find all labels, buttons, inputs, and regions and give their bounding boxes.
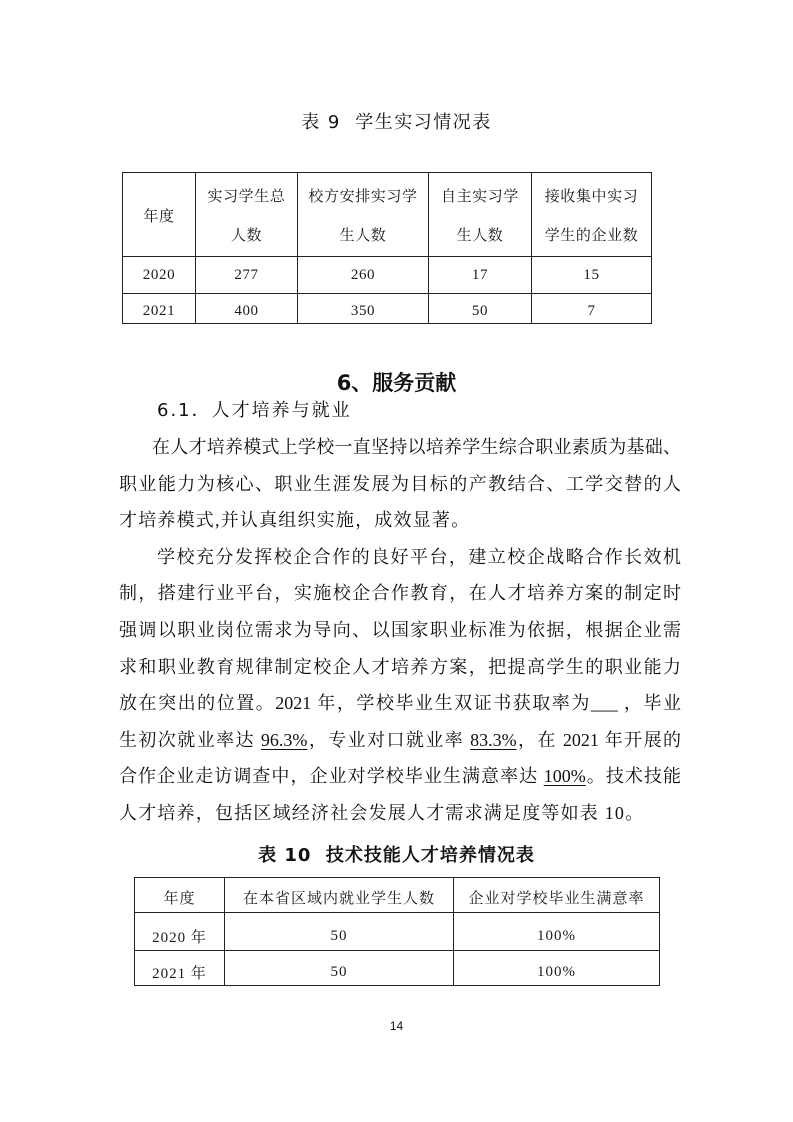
header-line: 实习学生总: [207, 189, 286, 205]
table-cell-year: 2020 年: [135, 913, 225, 951]
body-text: [119, 429, 681, 832]
text-run: 在人才培养模式上学校一直坚持以培养学生综合职业素质为基础、: [152, 437, 681, 457]
text-line: [119, 649, 681, 686]
header-line: 人数: [230, 228, 263, 244]
section-heading: 6、服务贡献: [336, 371, 457, 395]
table-cell: 50: [225, 913, 454, 951]
text-run: 职业能力为核心、职业生涯发展为目标的产教结合、工学交替的人: [119, 473, 681, 494]
column-header-local-employment: 在本省区域内就业学生人数: [225, 878, 454, 913]
header-line: 自主实习学: [440, 189, 519, 205]
text-run: 人才培养，包括区域经济社会发展人才需求满足度等如表 10。: [119, 802, 645, 823]
table-cell-year: 2020: [123, 257, 196, 294]
text-line: [119, 685, 681, 722]
text-line: [119, 612, 681, 649]
text-line: [119, 722, 681, 759]
subsection-heading: 6.1．人才培养与就业: [157, 400, 352, 421]
text-line: [119, 575, 681, 612]
table-cell: 50: [225, 951, 454, 986]
text-run: ，在 2021 年开展的: [516, 729, 682, 750]
table-header-row: [135, 878, 660, 913]
text-run: 放在突出的位置。2021 年，学校毕业生双证书获取率为: [119, 693, 591, 714]
header-line: 年度: [143, 208, 175, 225]
column-header-self-arranged: [429, 173, 532, 257]
header-line: 接收集中实习: [544, 189, 639, 205]
column-header-host-companies: [532, 173, 652, 257]
column-header-year: 年度: [135, 878, 225, 913]
text-line: [119, 795, 681, 832]
header-line: 学生的企业数: [544, 228, 639, 244]
employment-rate-value: 96.3%: [260, 729, 308, 750]
internship-table: [122, 172, 652, 324]
text-run: ，毕业: [617, 693, 682, 714]
table-header-row: [123, 173, 652, 257]
table-cell: 277: [196, 257, 298, 294]
table-row: [123, 257, 652, 294]
header-line: 校方安排实习学: [308, 189, 418, 205]
skills-training-table: [134, 877, 660, 986]
matched-employment-rate-value: 83.3%: [470, 729, 517, 750]
column-header-year: [123, 173, 196, 257]
header-line: 生人数: [339, 228, 387, 244]
column-header-school-arranged: [298, 173, 429, 257]
page-number: 14: [389, 1019, 404, 1033]
paragraph-school-enterprise-cooperation: [119, 539, 681, 832]
table-cell: 400: [196, 294, 298, 324]
satisfaction-rate-value: 100%: [543, 766, 586, 787]
table-cell: 7: [532, 294, 652, 324]
table-cell: 350: [298, 294, 429, 324]
table-cell-year: 2021 年: [135, 951, 225, 986]
text-line: [119, 758, 681, 795]
table-10-caption: 表 10 技术技能人才培养情况表: [258, 845, 535, 866]
column-header-total-interns: [196, 173, 298, 257]
table-cell: 15: [532, 257, 652, 294]
text-run: ，专业对口就业率: [307, 729, 471, 750]
text-run: 求和职业教育规律制定校企人才培养方案，把提高学生的职业能力: [119, 656, 681, 677]
table-row: [123, 294, 652, 324]
table-cell: 100%: [454, 913, 660, 951]
table-row: [135, 951, 660, 986]
text-run: 制，搭建行业平台，实施校企合作教育，在人才培养方案的制定时: [119, 583, 681, 604]
table-cell: 50: [429, 294, 532, 324]
fill-in-blank: ___: [590, 693, 618, 714]
text-line: [119, 539, 681, 576]
table-cell-year: 2021: [123, 294, 196, 324]
text-run: 才培养模式,并认真组织实施，成效显著。: [119, 510, 471, 531]
table-9-caption: 表 9 学生实习情况表: [301, 112, 492, 133]
paragraph-training-model: [119, 429, 681, 539]
skills-training-table-body: [135, 878, 660, 986]
table-cell: 260: [298, 257, 429, 294]
text-run: 。技术技能: [585, 766, 682, 787]
header-line: 生人数: [456, 228, 504, 244]
text-run: 合作企业走访调查中，企业对学校毕业生满意率达: [119, 766, 544, 787]
text-run: 强调以职业岗位需求为导向、以国家职业标准为依据，根据企业需: [119, 619, 681, 640]
table-cell: 100%: [454, 951, 660, 986]
text-line: [119, 466, 681, 503]
internship-table-body: [123, 173, 652, 324]
text-run: 学校充分发挥校企合作的良好平台，建立校企战略合作长效机: [157, 546, 681, 567]
column-header-employer-satisfaction: 企业对学校毕业生满意率: [454, 878, 660, 913]
text-run: 生初次就业率达: [119, 729, 261, 750]
text-line: [119, 502, 681, 539]
table-cell: 17: [429, 257, 532, 294]
text-line: [119, 429, 681, 466]
table-row: [135, 913, 660, 951]
